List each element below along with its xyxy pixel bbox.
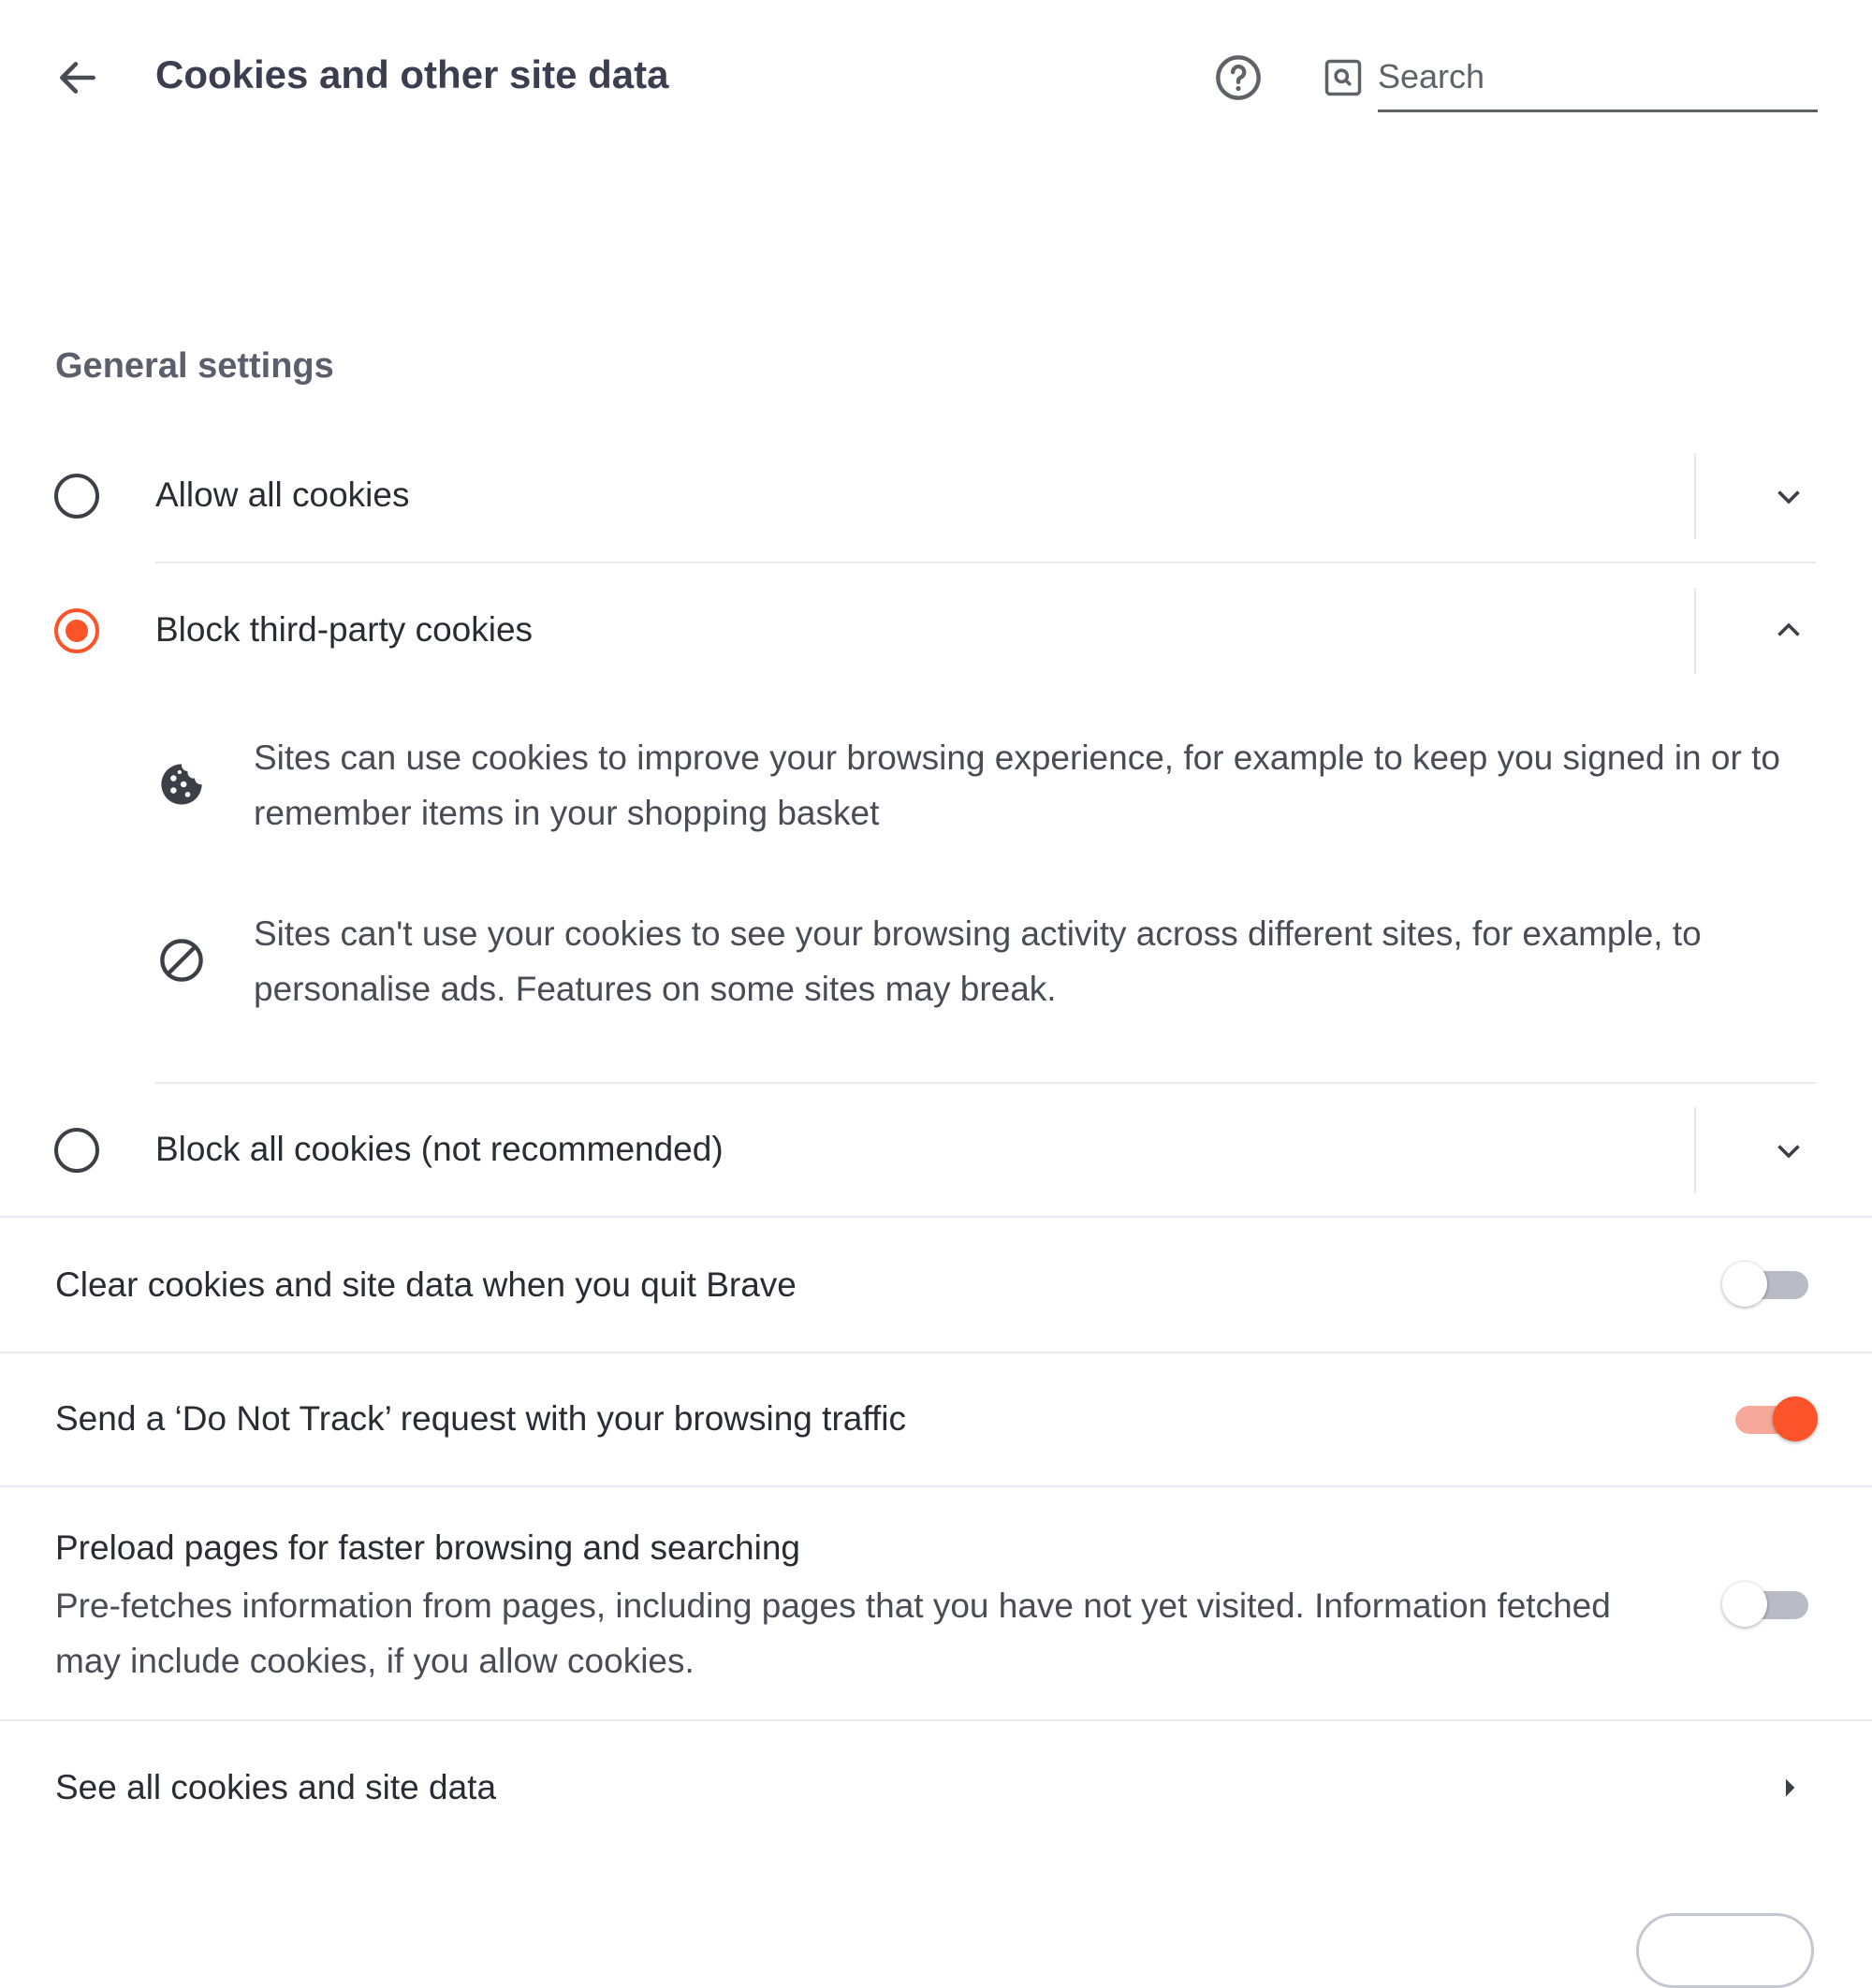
do-not-track-label: Send a ‘Do Not Track’ request with your browsing traffic — [55, 1399, 906, 1438]
divider — [0, 1485, 1872, 1487]
chevron-up-icon[interactable] — [1772, 614, 1806, 648]
divider — [0, 1719, 1872, 1721]
chevron-down-icon[interactable] — [1772, 479, 1806, 513]
search-input[interactable] — [1378, 54, 1818, 112]
back-arrow-icon[interactable] — [54, 54, 101, 101]
divider — [155, 562, 1816, 563]
help-icon[interactable] — [1214, 53, 1263, 102]
detail-text: Sites can't use your cookies to see your browsing activity across different sites, for example, to personalise ads. Features on some sites may break. — [254, 914, 1702, 1008]
divider — [0, 1216, 1872, 1218]
clear-on-quit-label: Clear cookies and site data when you quit Brave — [55, 1265, 797, 1304]
preload-toggle[interactable] — [1722, 1586, 1808, 1623]
radio-block-all-cookies[interactable] — [54, 1128, 99, 1173]
page-title: Cookies and other site data — [155, 52, 669, 96]
divider — [1694, 1107, 1696, 1193]
search-icon — [1324, 58, 1363, 97]
chevron-down-icon[interactable] — [1772, 1133, 1806, 1167]
option-label[interactable]: Block third-party cookies — [155, 610, 534, 649]
option-label[interactable]: Allow all cookies — [155, 475, 410, 514]
divider — [1694, 588, 1696, 674]
cookie-icon — [157, 760, 206, 809]
partial-button[interactable] — [1636, 1913, 1814, 1988]
detail-text: Sites can use cookies to improve your browsing experience, for example to keep you signed in or to remember items in your shopping basket — [254, 738, 1780, 832]
preload-description: Pre-fetches information from pages, including pages that you have not yet visited. Information fetched may include cookies, if you allow cookies. — [55, 1586, 1611, 1680]
divider — [1694, 453, 1696, 539]
do-not-track-toggle[interactable] — [1730, 1400, 1816, 1438]
preload-label: Preload pages for faster browsing and searching — [55, 1528, 800, 1567]
radio-allow-all-cookies[interactable] — [54, 474, 99, 519]
block-icon — [157, 936, 206, 985]
caret-right-icon[interactable] — [1775, 1773, 1805, 1803]
divider — [155, 1082, 1816, 1084]
clear-on-quit-toggle[interactable] — [1722, 1265, 1808, 1303]
divider — [0, 1352, 1872, 1353]
see-all-cookies-link[interactable]: See all cookies and site data — [55, 1768, 497, 1806]
section-heading: General settings — [55, 346, 334, 386]
radio-block-third-party-cookies[interactable] — [54, 608, 99, 653]
option-label[interactable]: Block all cookies (not recommended) — [155, 1130, 724, 1168]
